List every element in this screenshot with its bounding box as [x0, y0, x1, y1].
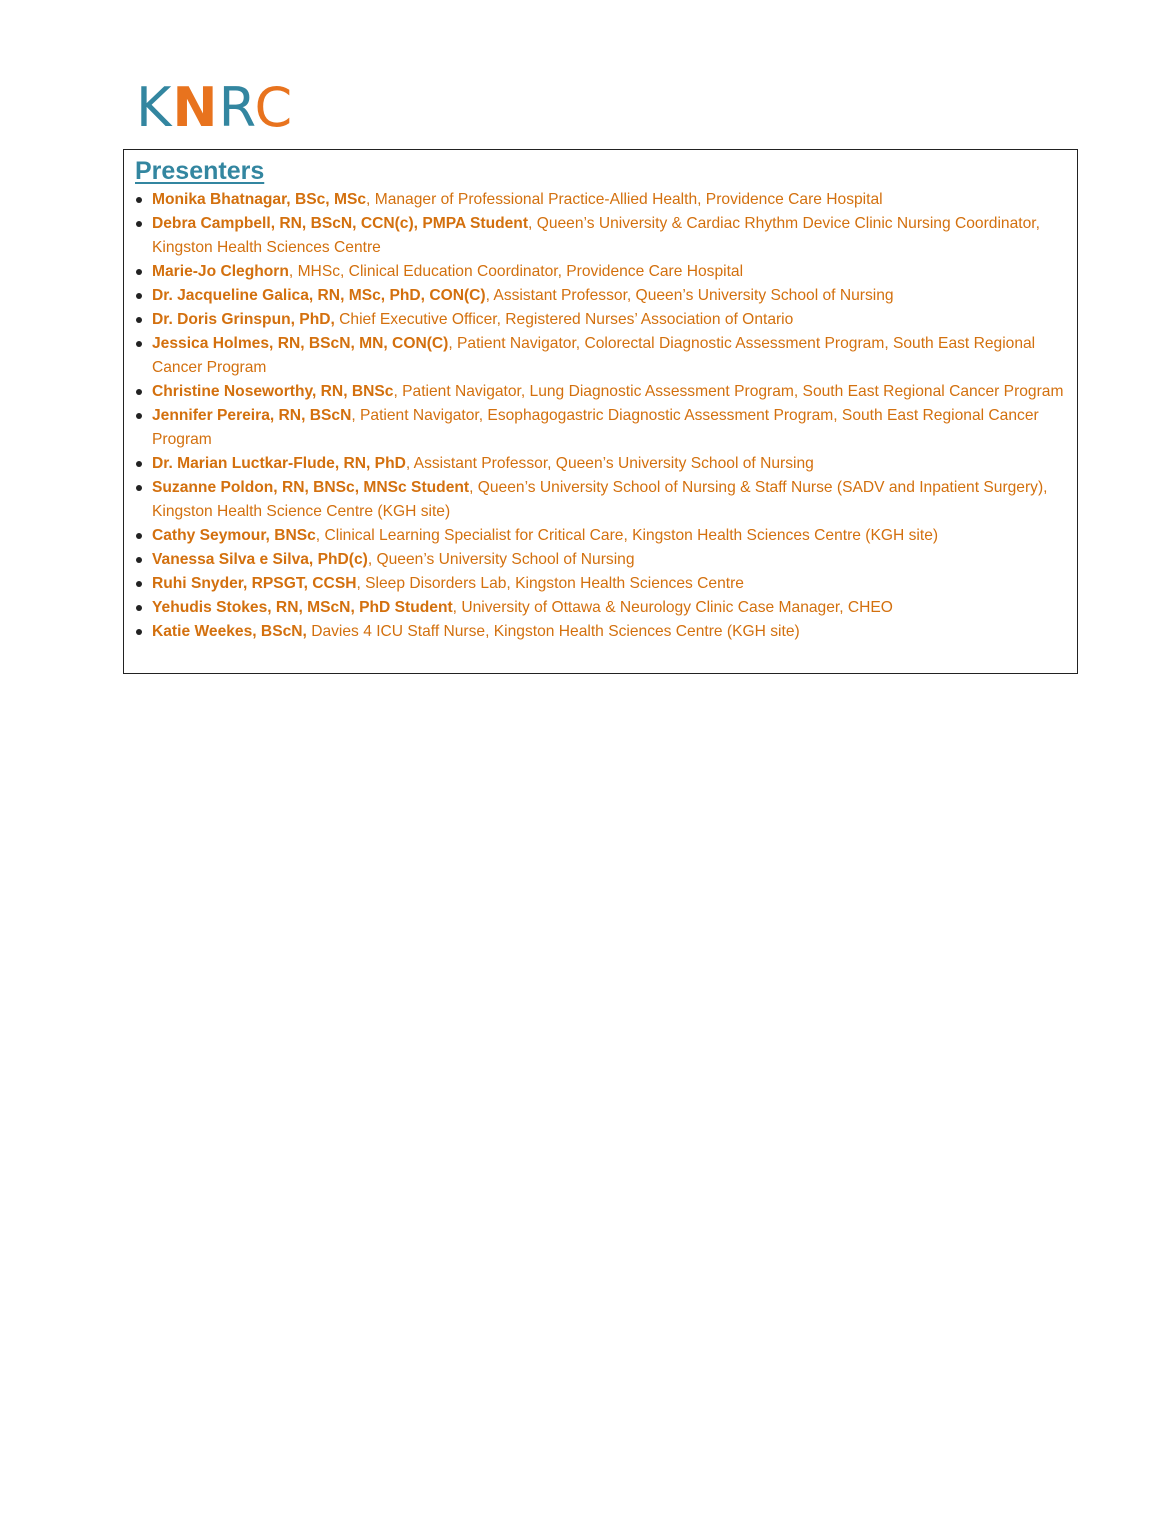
presenter-details: , Patient Navigator, Colorectal Diagnostic Assessment Program, South East Regional Cancer Program [152, 335, 1036, 376]
presenter-item [135, 212, 1065, 260]
bullet-icon [136, 629, 142, 635]
knrc-logo [136, 76, 293, 140]
presenter-name: Dr. Doris Grinspun, PhD, [152, 311, 335, 328]
presenter-details: , Manager of Professional Practice-Allied Health, Providence Care Hospital [366, 191, 883, 208]
presenter-name: Christine Noseworthy, RN, BNSc [152, 383, 394, 400]
presenter-details: , Clinical Learning Specialist for Critical Care, Kingston Health Sciences Centre (KGH site) [315, 527, 939, 544]
bullet-icon [136, 221, 142, 227]
presenter-details: , Queen’s University & Cardiac Rhythm Device Clinic Nursing Coordinator, Kingston Health Sciences Centre [152, 215, 1040, 256]
presenters-heading: Presenters [135, 157, 265, 185]
presenter-name: Cathy Seymour, BNSc [152, 527, 316, 544]
presenter-name: Monika Bhatnagar, BSc, MSc [152, 191, 367, 208]
presenter-item [135, 380, 1065, 404]
presenter-item [135, 260, 1065, 284]
presenter-details: , Assistant Professor, Queen’s University School of Nursing [485, 287, 894, 304]
presenter-item [135, 404, 1065, 452]
presenter-details: Davies 4 ICU Staff Nurse, Kingston Health Sciences Centre (KGH site) [306, 623, 800, 640]
presenter-details: , University of Ottawa & Neurology Clinic Case Manager, CHEO [452, 599, 893, 616]
bullet-icon [136, 581, 142, 587]
bullet-icon [136, 461, 142, 467]
presenter-item [135, 452, 1065, 476]
presenter-name: Suzanne Poldon, RN, BNSc, MNSc Student [152, 479, 470, 496]
bullet-icon [136, 413, 142, 419]
presenter-name: Jessica Holmes, RN, BScN, MN, CON(C) [152, 335, 449, 352]
presenter-name: Ruhi Snyder, RPSGT, CCSH [152, 575, 357, 592]
bullet-icon [136, 197, 142, 203]
bullet-icon [136, 293, 142, 299]
bullet-icon [136, 341, 142, 347]
presenter-details: , Assistant Professor, Queen’s University School of Nursing [405, 455, 814, 472]
presenter-details: , Sleep Disorders Lab, Kingston Health Sciences Centre [356, 575, 744, 592]
presenter-name: Yehudis Stokes, RN, MScN, PhD Student [152, 599, 453, 616]
presenter-item [135, 284, 1065, 308]
logo-letter-k: K [136, 76, 173, 139]
presenter-details: , Patient Navigator, Lung Diagnostic Assessment Program, South East Regional Cancer Program [393, 383, 1064, 400]
presenter-name: Dr. Jacqueline Galica, RN, MSc, PhD, CON(C) [152, 287, 486, 304]
presenter-item [135, 188, 1065, 212]
presenter-item [135, 548, 1065, 572]
bullet-icon [136, 389, 142, 395]
bullet-icon [136, 317, 142, 323]
presenter-details: , Queen’s University School of Nursing & Staff Nurse (SADV and Inpatient Surgery), Kingston Health Science Centre (KGH site) [152, 479, 1048, 520]
presenter-details: Chief Executive Officer, Registered Nurses’ Association of Ontario [334, 311, 794, 328]
presenter-name: Katie Weekes, BScN, [152, 623, 307, 640]
presenter-details: , Patient Navigator, Esophagogastric Diagnostic Assessment Program, South East Regional Cancer Program [152, 407, 1039, 448]
presenter-item [135, 332, 1065, 380]
bullet-icon [136, 557, 142, 563]
presenter-details: , MHSc, Clinical Education Coordinator, Providence Care Hospital [288, 263, 744, 280]
logo-letter-r: R [218, 76, 255, 139]
presenter-item [135, 308, 1065, 332]
presenter-name: Dr. Marian Luctkar-Flude, RN, PhD [152, 455, 406, 472]
presenters-list [135, 188, 1065, 644]
presenter-name: Jennifer Pereira, RN, BScN [152, 407, 352, 424]
presenter-details: , Queen’s University School of Nursing [367, 551, 635, 568]
bullet-icon [136, 269, 142, 275]
bullet-icon [136, 485, 142, 491]
presenter-item [135, 572, 1065, 596]
presenter-name: Marie-Jo Cleghorn [152, 263, 289, 280]
bullet-icon [136, 605, 142, 611]
presenters-box [123, 149, 1078, 674]
bullet-icon [136, 533, 142, 539]
presenter-item [135, 596, 1065, 620]
logo-letter-n: N [172, 76, 219, 139]
presenter-name: Vanessa Silva e Silva, PhD(c) [152, 551, 368, 568]
presenter-item [135, 524, 1065, 548]
logo-letter-c: C [254, 76, 294, 139]
presenter-item [135, 476, 1065, 524]
presenter-name: Debra Campbell, RN, BScN, CCN(c), PMPA Student [152, 215, 529, 232]
presenter-item [135, 620, 1065, 644]
